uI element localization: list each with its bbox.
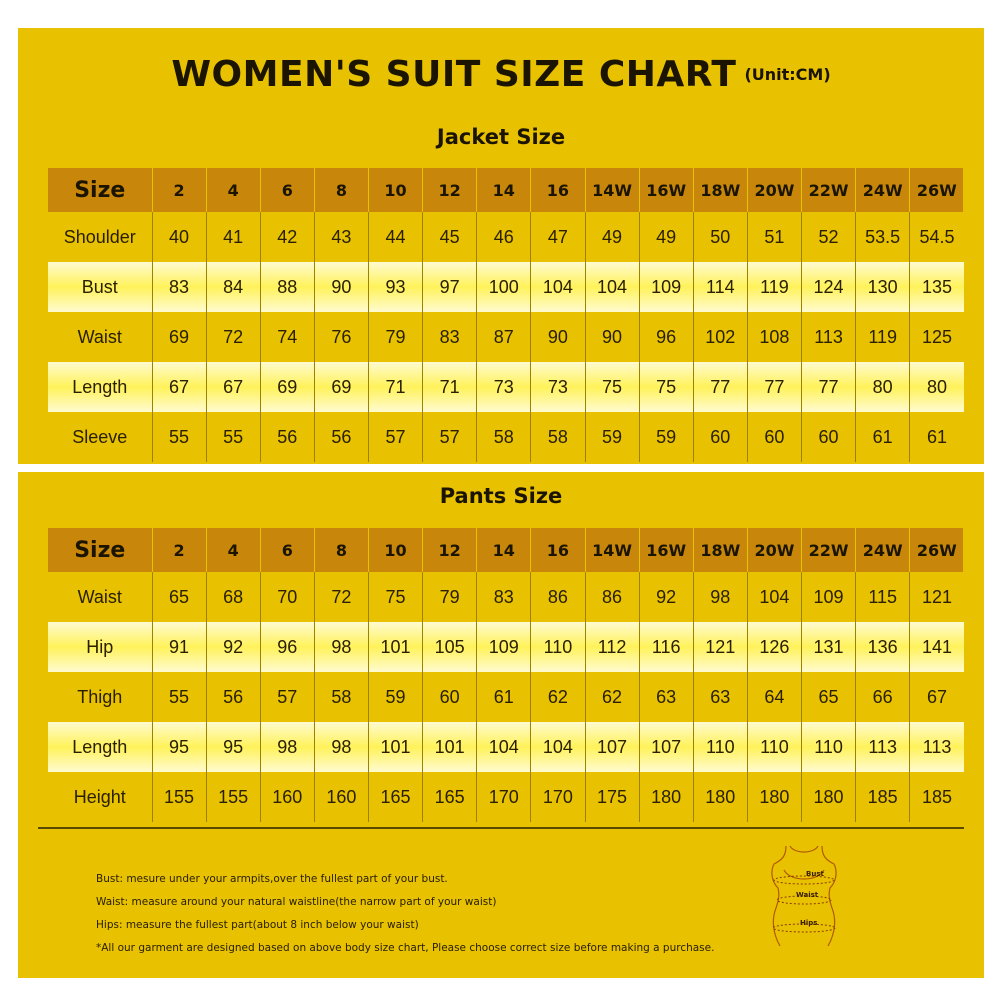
table-cell: 131	[802, 622, 856, 672]
size-header-cell: 26W	[910, 168, 964, 212]
jacket-panel	[18, 28, 984, 464]
table-cell: 90	[585, 312, 639, 362]
table-cell: 86	[585, 572, 639, 622]
table-cell: 125	[922, 326, 953, 347]
table-cell: 104	[531, 722, 585, 772]
table-cell: 55	[152, 412, 206, 462]
table-cell: 107	[585, 722, 639, 772]
table-row	[48, 772, 964, 822]
table-cell: 65	[152, 572, 206, 622]
table-cell: 62	[531, 672, 585, 722]
table-cell: 76	[314, 312, 368, 362]
table-cell: 130	[856, 262, 910, 312]
table-cell: 114	[693, 262, 747, 312]
table-cell: 121	[693, 622, 747, 672]
table-cell: 107	[639, 722, 693, 772]
table-cell: 97	[423, 262, 477, 312]
table-cell: 113	[910, 722, 964, 772]
table-cell: 104	[477, 722, 531, 772]
table-cell: 121	[922, 586, 953, 607]
table-cell: 112	[585, 622, 639, 672]
table-cell: 101	[369, 622, 423, 672]
note-bust: Bust: mesure under your armpits,over the fullest part of your bust.	[96, 873, 448, 885]
table-cell: 110	[693, 722, 747, 772]
size-header-cell: 22W	[802, 168, 856, 212]
table-cell: 170	[477, 772, 531, 822]
table-cell: 104	[585, 262, 639, 312]
size-header-cell: 18W	[693, 168, 747, 212]
table-cell: 71	[423, 362, 477, 412]
table-cell: 95	[152, 722, 206, 772]
table-cell: 75	[369, 572, 423, 622]
table-cell: 80	[910, 362, 964, 412]
table-cell: 126	[747, 622, 801, 672]
table-cell: 70	[260, 572, 314, 622]
size-header-cell: 8	[314, 168, 368, 212]
table-cell: 180	[802, 772, 856, 822]
jacket-size-table	[48, 168, 964, 462]
table-cell: 71	[369, 362, 423, 412]
size-header-cell: 6	[260, 168, 314, 212]
table-cell: 90	[531, 312, 585, 362]
table-cell: 105	[423, 622, 477, 672]
table-cell: 95	[206, 722, 260, 772]
row-label: Length	[48, 722, 152, 772]
table-cell: 73	[531, 362, 585, 412]
table-cell: 45	[423, 212, 477, 262]
figure-waist-label: Waist	[796, 891, 819, 899]
table-cell: 155	[152, 772, 206, 822]
size-header-cell: 4	[206, 528, 260, 572]
table-cell: 61	[927, 426, 948, 447]
table-cell: 102	[693, 312, 747, 362]
table-cell: 69	[152, 312, 206, 362]
table-cell: 75	[639, 362, 693, 412]
row-label: Waist	[48, 572, 152, 622]
table-cell: 72	[206, 312, 260, 362]
size-header-cell: 6	[260, 528, 314, 572]
table-cell: 73	[477, 362, 531, 412]
table-cell: 98	[314, 722, 368, 772]
table-cell: 52	[802, 212, 856, 262]
table-cell: 69	[260, 362, 314, 412]
table-cell: 61	[477, 672, 531, 722]
table-cell: 88	[260, 262, 314, 312]
table-cell: 56	[206, 672, 260, 722]
chart-title	[18, 54, 984, 104]
body-measurement-figure	[756, 842, 852, 962]
table-cell: 90	[314, 262, 368, 312]
table-cell: 67	[927, 686, 948, 707]
table-cell: 72	[314, 572, 368, 622]
table-cell: 119	[856, 312, 910, 362]
table-row	[48, 672, 964, 722]
table-cell: 92	[206, 622, 260, 672]
table-cell: 79	[369, 312, 423, 362]
table-row	[48, 212, 964, 262]
table-cell: 80	[856, 362, 910, 412]
table-cell: 185	[856, 772, 910, 822]
table-cell: 115	[856, 572, 910, 622]
table-cell: 135	[910, 262, 964, 312]
table-cell: 91	[152, 622, 206, 672]
table-cell: 67	[152, 362, 206, 412]
table-cell: 77	[802, 362, 856, 412]
table-cell: 109	[802, 572, 856, 622]
table-cell: 113	[802, 312, 856, 362]
table-cell: 110	[747, 722, 801, 772]
table-row	[48, 622, 964, 672]
table-row	[48, 572, 964, 622]
chart-title-text: WOMEN'S SUIT SIZE CHART	[171, 54, 737, 95]
table-row	[48, 362, 964, 412]
table-cell: 55	[206, 412, 260, 462]
size-header-cell: 4	[206, 168, 260, 212]
pants-section-title: Pants Size	[439, 484, 563, 508]
table-cell: 49	[639, 212, 693, 262]
table-cell: 100	[477, 262, 531, 312]
table-cell: 98	[260, 722, 314, 772]
table-cell: 60	[747, 412, 801, 462]
table-cell: 67	[206, 362, 260, 412]
row-label: Height	[48, 772, 152, 822]
size-header-cell: 24W	[856, 168, 910, 212]
table-cell: 44	[369, 212, 423, 262]
table-row	[48, 722, 964, 772]
table-row	[48, 412, 964, 462]
table-cell: 59	[585, 412, 639, 462]
table-cell: 42	[260, 212, 314, 262]
size-header-label: Size	[48, 168, 152, 212]
size-header-cell: 16W	[639, 168, 693, 212]
table-cell: 61	[856, 412, 910, 462]
size-header-cell: 14	[477, 528, 531, 572]
unit-label: (Unit:CM)	[744, 65, 831, 84]
table-cell: 110	[531, 622, 585, 672]
table-cell: 77	[693, 362, 747, 412]
table-cell: 124	[802, 262, 856, 312]
table-cell: 51	[747, 212, 801, 262]
row-label: Shoulder	[48, 212, 152, 262]
table-cell: 109	[639, 262, 693, 312]
pants-size-table	[48, 528, 964, 822]
table-cell: 119	[747, 262, 801, 312]
note-disclaimer: *All our garment are designed based on above body size chart, Please choose correct size before making a purchase.	[96, 942, 715, 954]
table-cell: 68	[206, 572, 260, 622]
size-header-cell: 2	[152, 168, 206, 212]
row-label: Sleeve	[48, 412, 152, 462]
table-cell: 86	[531, 572, 585, 622]
size-header-cell: 14W	[585, 168, 639, 212]
row-label: Waist	[48, 312, 152, 362]
table-cell: 84	[206, 262, 260, 312]
size-header-cell: 24W	[856, 528, 910, 572]
table-cell: 109	[477, 622, 531, 672]
table-cell: 41	[206, 212, 260, 262]
table-cell: 98	[693, 572, 747, 622]
size-header-cell: 20W	[747, 168, 801, 212]
table-cell: 59	[369, 672, 423, 722]
table-cell: 49	[585, 212, 639, 262]
table-cell: 87	[477, 312, 531, 362]
table-cell: 56	[260, 412, 314, 462]
pants-panel	[18, 472, 984, 978]
table-cell: 165	[423, 772, 477, 822]
size-header-cell: 12	[423, 528, 477, 572]
table-cell: 170	[531, 772, 585, 822]
table-cell: 77	[747, 362, 801, 412]
table-cell: 101	[423, 722, 477, 772]
table-cell: 180	[693, 772, 747, 822]
divider	[38, 827, 964, 829]
size-header-cell: 8	[314, 528, 368, 572]
size-header-cell: 16	[531, 168, 585, 212]
table-cell: 46	[477, 212, 531, 262]
table-cell: 66	[856, 672, 910, 722]
size-header-cell: 12	[423, 168, 477, 212]
size-header-cell: 18W	[693, 528, 747, 572]
jacket-header-row	[48, 168, 964, 212]
table-cell: 116	[639, 622, 693, 672]
table-cell: 113	[856, 722, 910, 772]
table-cell: 53.5	[856, 212, 910, 262]
table-cell: 93	[369, 262, 423, 312]
row-label: Length	[48, 362, 152, 412]
table-cell: 92	[639, 572, 693, 622]
table-cell: 59	[639, 412, 693, 462]
table-row	[48, 262, 964, 312]
row-label: Bust	[48, 262, 152, 312]
table-cell: 57	[369, 412, 423, 462]
table-cell: 69	[314, 362, 368, 412]
table-cell: 60	[802, 412, 856, 462]
size-header-cell: 16	[531, 528, 585, 572]
table-cell: 55	[152, 672, 206, 722]
table-cell: 58	[477, 412, 531, 462]
table-cell: 175	[585, 772, 639, 822]
size-header-cell: 2	[152, 528, 206, 572]
table-cell: 65	[802, 672, 856, 722]
measurement-notes	[96, 868, 736, 960]
table-cell: 58	[531, 412, 585, 462]
table-cell: 83	[477, 572, 531, 622]
size-header-cell: 14	[477, 168, 531, 212]
table-cell: 74	[260, 312, 314, 362]
table-cell: 160	[314, 772, 368, 822]
size-header-cell: 14W	[585, 528, 639, 572]
table-cell: 180	[747, 772, 801, 822]
table-cell: 185	[922, 786, 953, 807]
table-cell: 60	[423, 672, 477, 722]
table-cell: 50	[693, 212, 747, 262]
figure-bust-label: Bust	[806, 870, 824, 878]
note-hips: Hips: measure the fullest part(about 8 inch below your waist)	[96, 919, 419, 931]
size-header-cell: 26W	[910, 528, 964, 572]
table-cell: 54.5	[919, 226, 955, 247]
table-cell: 165	[369, 772, 423, 822]
jacket-section-title: Jacket Size	[436, 125, 566, 149]
note-waist: Waist: measure around your natural waistline(the narrow part of your waist)	[96, 896, 497, 908]
row-label: Thigh	[48, 672, 152, 722]
row-label: Hip	[48, 622, 152, 672]
size-header-cell: 20W	[747, 528, 801, 572]
table-cell: 83	[423, 312, 477, 362]
table-cell: 96	[260, 622, 314, 672]
table-cell: 83	[152, 262, 206, 312]
table-cell: 57	[260, 672, 314, 722]
table-cell: 79	[423, 572, 477, 622]
table-cell: 155	[206, 772, 260, 822]
size-header-cell: 16W	[639, 528, 693, 572]
table-cell: 180	[639, 772, 693, 822]
table-cell: 104	[531, 262, 585, 312]
figure-hips-label: Hips	[800, 919, 818, 927]
table-cell: 57	[423, 412, 477, 462]
table-row	[48, 312, 964, 362]
bust-line	[774, 876, 834, 884]
table-cell: 96	[639, 312, 693, 362]
table-cell: 108	[747, 312, 801, 362]
table-cell: 40	[152, 212, 206, 262]
table-cell: 101	[369, 722, 423, 772]
table-cell: 75	[585, 362, 639, 412]
table-cell: 56	[314, 412, 368, 462]
table-cell: 60	[693, 412, 747, 462]
table-cell: 141	[910, 622, 964, 672]
table-cell: 62	[585, 672, 639, 722]
table-cell: 64	[747, 672, 801, 722]
table-cell: 110	[802, 722, 856, 772]
table-cell: 98	[314, 622, 368, 672]
table-cell: 43	[314, 212, 368, 262]
size-header-label: Size	[48, 528, 152, 572]
table-cell: 136	[856, 622, 910, 672]
table-cell: 63	[639, 672, 693, 722]
pants-header-row	[48, 528, 964, 572]
table-cell: 63	[693, 672, 747, 722]
table-cell: 160	[260, 772, 314, 822]
size-header-cell: 22W	[802, 528, 856, 572]
table-cell: 47	[531, 212, 585, 262]
size-header-cell: 10	[369, 528, 423, 572]
table-cell: 104	[747, 572, 801, 622]
table-cell: 58	[314, 672, 368, 722]
size-header-cell: 10	[369, 168, 423, 212]
